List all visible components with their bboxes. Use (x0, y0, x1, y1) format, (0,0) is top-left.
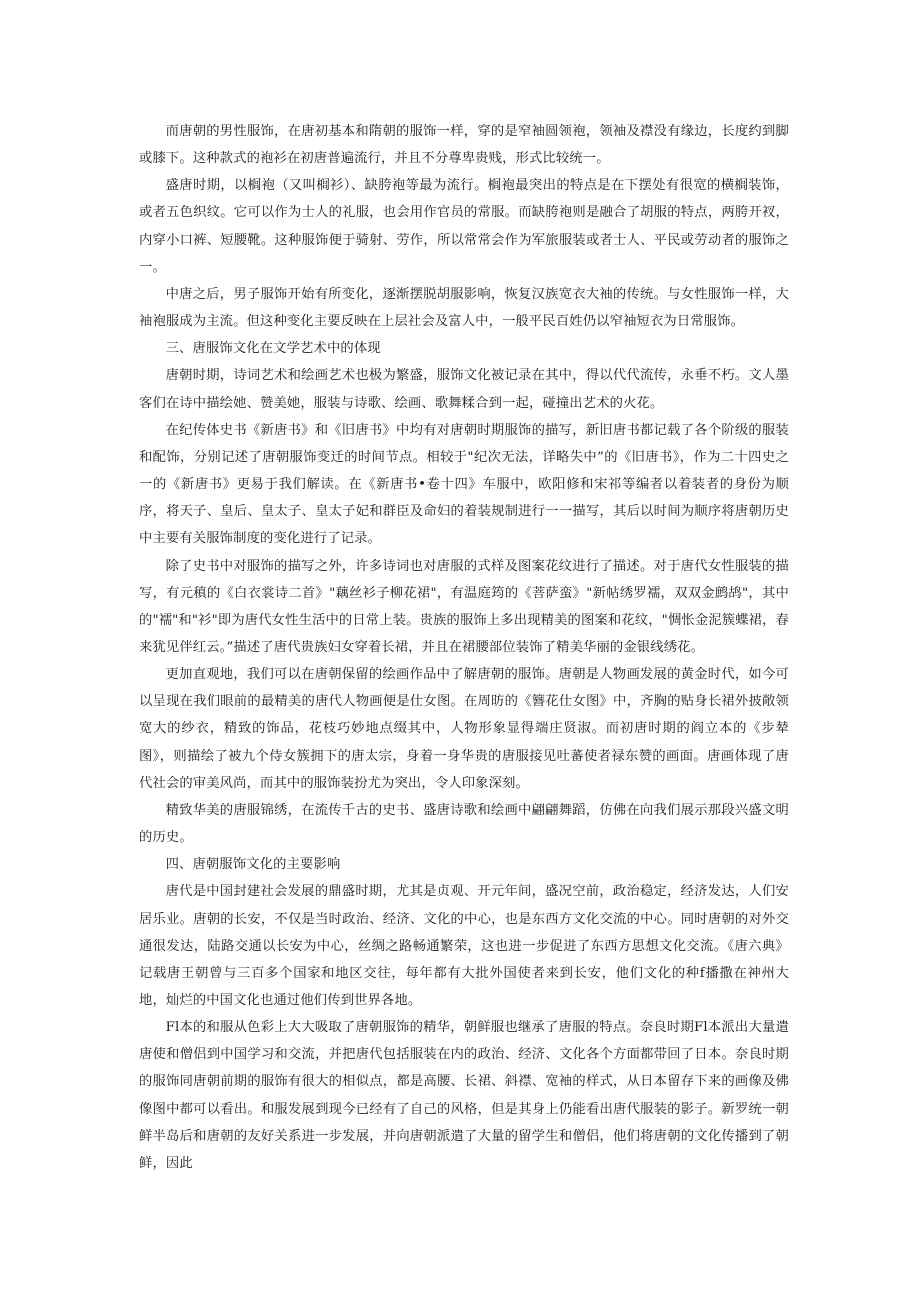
paragraph-japan-korea: Fl本的和服从色彩上大大吸取了唐朝服饰的精华，朝鲜服也继承了唐服的特点。奈良时期Fl本派出大量遣唐使和僧侣到中国学习和交流，并把唐代包括服装在内的政治、经济、文化各个方面都带回了日本。奈良时期的服饰同唐朝前期的服饰有很大的相似点，都是高腰、长裙、斜襟、宽袖的样式，从日本留存下来的画像及佛像图中都可以看出。和服发展到现今已经有了自己的风格，但是其身上仍能看出唐代服装的影子。新罗统一朝鲜半岛后和唐朝的友好关系进一步发展，并向唐朝派遣了大量的留学生和僧侣，他们将唐朝的文化传播到了朝鲜，因此 (139, 1020, 789, 1171)
paragraph-poetry-painting: 唐朝时期，诗词艺术和绘画艺术也极为繁盛，服饰文化被记录在其中，得以代代流传，永垂不朽。文人墨客们在诗中描绘她、赞美她，服装与诗歌、绘画、歌舞糅合到一起，碰撞出艺术的火花。 (139, 368, 789, 411)
paragraph-high-tang-robes: 盛唐时期，以榈袍（又叫榈衫）、缺胯袍等最为流行。榈袍最突出的特点是在下摆处有很宽的横榈装饰，或者五色织纹。它可以作为士人的礼服，也会用作官员的常服。而缺胯袍则是融合了胡服的特点，两胯开衩，内穿小口裤、短腰靴。这种服饰便于骑射、劳作，所以常常会作为军旅服装或者士人、平民或劳动者的服饰之一。 (139, 178, 789, 275)
section-heading-influence: 四、唐朝服饰文化的主要影响 (165, 857, 341, 873)
paragraph-summary: 精致华美的唐服锦绣，在流传千古的史书、盛唐诗歌和绘画中翩翩舞蹈，仿佛在向我们展示那段兴盛文明的历史。 (139, 802, 789, 846)
paragraph-poems: 除了史书中对服饰的描写之外，许多诗词也对唐服的式样及图案花纹进行了描述。对于唐代女性服装的描写，有元稹的《白衣裳诗二首》"藕丝衫子柳花裙"，有温庭筠的《菩萨蛮》"新帖绣罗襦，双双金鹧鸪"，其中的"襦"和"衫"即为唐代女性生活中的日常上装。贵族的服饰上多出现精美的图案和花纹，"惆怅金泥簇蝶裙，春来犹见伴红云。”描述了唐代贵族妇女穿着长裙，并且在裙腰部位装饰了精美华丽的金银线绣花。 (139, 558, 789, 655)
paragraph-mid-tang-changes: 中唐之后，男子服饰开始有所变化，逐渐摆脱胡服影响，恢复汉族宽衣大袖的传统。与女性服饰一样，大袖袍服成为主流。但这种变化主要反映在上层社会及富人中，一般平民百姓仍以窄袖短衣为日常服饰。 (139, 286, 789, 330)
document-body (139, 118, 789, 1177)
paragraph-paintings: 更加直观地，我们可以在唐朝保留的绘画作品中了解唐朝的服饰。唐朝是人物画发展的黄金时代，如今可以呈现在我们眼前的最精美的唐代人物画便是仕女图。在周昉的《簪花仕女图》中，齐胸的贴身长裙外披敞领宽大的纱衣，精致的饰品，花枝巧妙地点缀其中，人物形象显得端庄贤淑。而初唐时期的阎立本的《步辇图》，则描绘了被九个侍女簇拥下的唐太宗，身着一身华贵的唐服接见吐蕃使者禄东赞的画面。唐画体现了唐代社会的审美风尚，而其中的服饰装扮尤为突出，令人印象深刻。 (139, 667, 789, 791)
paragraph-history-books: 在纪传体史书《新唐书》和《旧唐书》中均有对唐朝时期服饰的描写，新旧唐书都记载了各个阶级的服装和配饰，分别记述了唐朝服饰变迁的时间节点。相较于"纪次无法，详略失中”的《旧唐书》，作为二十四史之一的《新唐书》更易于我们解读。在《新唐书•卷十四》车服中，欧阳修和宋祁等编者以着装者的身份为顺序，将天子、皇后、皇太子、皇太子妃和群臣及命妇的着装规制进行一一描写，其后以时间为顺序将唐朝历史中主要有关服饰制度的变化进行了记录。 (139, 422, 789, 547)
paragraph-male-attire-early-tang: 而唐朝的男性服饰，在唐初基本和隋朝的服饰一样，穿的是窄袖圆领袍，领袖及襟没有缘边，长度约到脚或膝下。这种款式的袍衫在初唐普遍流行，并且不分尊卑贵贱，形式比较统一。 (139, 124, 789, 167)
section-heading-literature-art: 三、唐服饰文化在文学艺术中的体现 (165, 341, 381, 357)
paragraph-cultural-exchange: 唐代是中国封建社会发展的鼎盛时期，尤其是贞观、开元年间，盛况空前，政治稳定，经济发达，人们安居乐业。唐朝的长安，不仅是当时政治、经济、文化的中心，也是东西方文化交流的中心。同时唐朝的对外交通很发达，陆路交通以长安为中心，丝绸之路畅通繁荣，这也进一步促进了东西方思想文化交流。《唐六典》记载唐王朝曾与三百多个国家和地区交往，每年都有大批外国使者来到长安，他们文化的种f播撒在神州大地，灿烂的中国文化也通过他们传到世界各地。 (139, 884, 789, 1008)
